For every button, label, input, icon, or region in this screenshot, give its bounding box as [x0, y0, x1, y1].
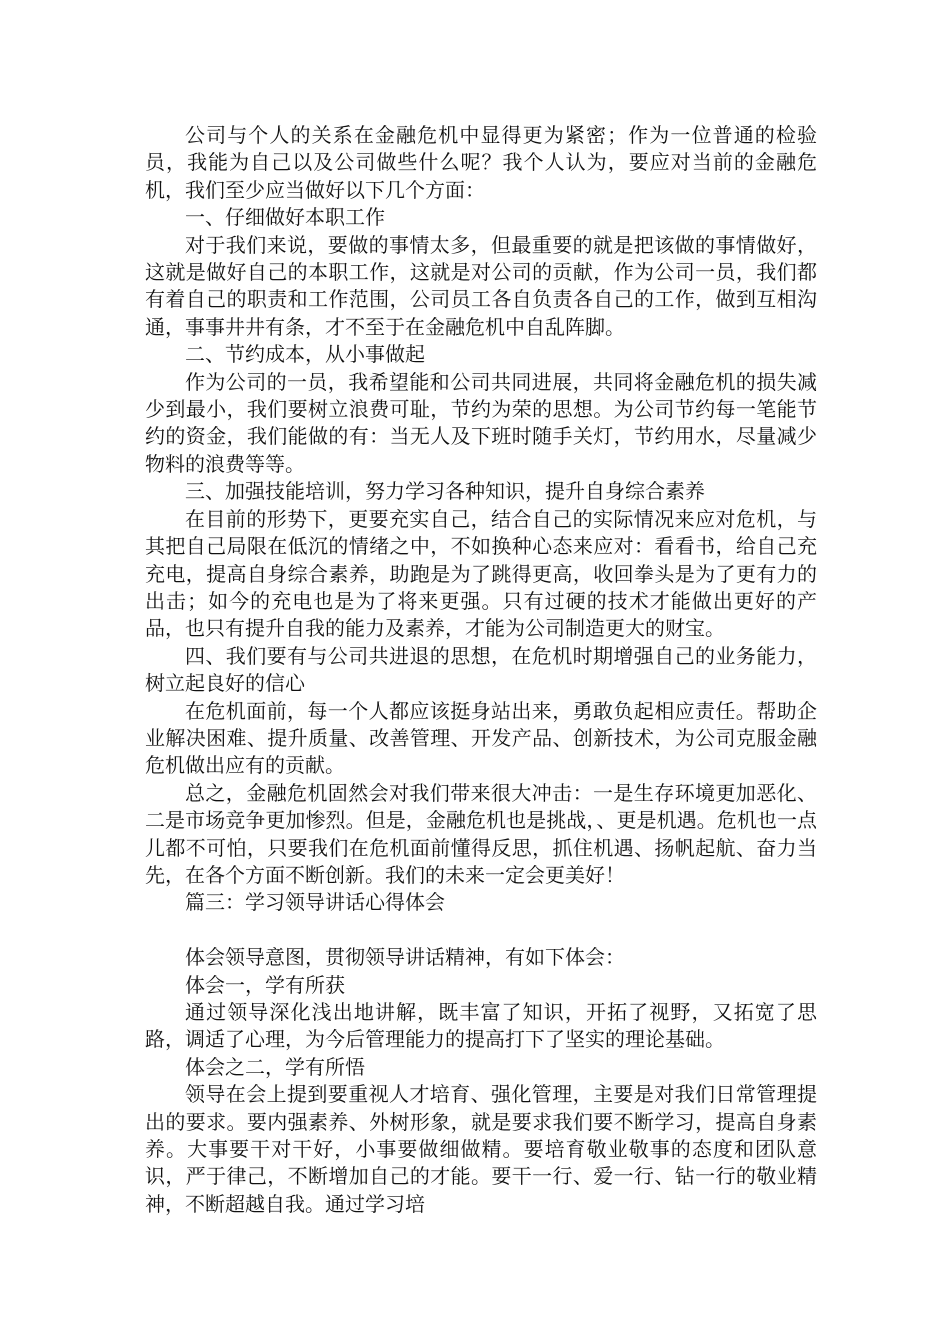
insight-2-paragraph: 领导在会上提到要重视人才培育、强化管理，主要是对我们日常管理提出的要求。要内强素养、外树形象，就是要求我们要不断学习，提高自身素养。大事要干对干好，小事要做细做精。要培育敬业敬事的态度和团队意识，严于律己，不断增加自己的才能。要干一行、爱一行、钻一行的敬业精神，不断超越自我。通过学习培: [145, 1082, 817, 1216]
intro-paragraph: 公司与个人的关系在金融危机中显得更为紧密；作为一位普通的检验员，我能为自己以及公司做些什么呢？我个人认为，要应对当前的金融危机，我们至少应当做好以下几个方面：: [145, 123, 817, 202]
blank-line: [145, 917, 817, 944]
section-2-paragraph: 作为公司的一员，我希望能和公司共同进展，共同将金融危机的损失减少到最小，我们要树立浪费可耻，节约为荣的思想。为公司节约每一笔能节约的资金，我们能做的有：当无人及下班时随手关灯，节约用水，尽量减少物料的浪费等等。: [145, 369, 817, 476]
section-heading-1: 一、仔细做好本职工作: [185, 205, 385, 230]
chapter-title: 篇三：学习领导讲话心得体会: [185, 890, 445, 915]
insight-heading-1: 体会一，学有所获: [185, 972, 345, 997]
insight-1-paragraph: 通过领导深化浅出地讲解，既丰富了知识，开拓了视野，又拓宽了思路，调适了心理，为今后管理能力的提高打下了坚实的理论基础。: [145, 999, 817, 1052]
section-4-paragraph: 在危机面前，每一个人都应该挺身站出来，勇敢负起相应责任。帮助企业解决困难、提升质量、改善管理、开发产品、创新技术，为公司克服金融危机做出应有的贡献。: [145, 698, 817, 778]
section-heading-2: 二、节约成本，从小事做起: [185, 342, 425, 367]
document-page: [145, 122, 817, 1218]
section-3-paragraph: 在目前的形势下，更要充实自己，结合自己的实际情况来应对危机，与其把自己局限在低沉的情绪之中，不如换种心态来应对：看看书，给自己充充电，提高自身综合素养，助跑是为了跳得更高，收回拳头是为了更有力的出击；如今的充电也是为了将来更强。只有过硬的技术才能做出更好的产品，也只有提升自我的能力及素养，才能为公司制造更大的财宝。: [145, 506, 817, 641]
section-heading-3: 三、加强技能培训，努力学习各种知识，提升自身综合素养: [185, 479, 705, 504]
conclusion-paragraph: 总之，金融危机固然会对我们带来很大冲击：一是生存环境更加恶化、二是市场竞争更加惨烈。但是，金融危机也是挑战，、更是机遇。危机也一点儿都不可怕，只要我们在危机面前懂得反思，抓住机遇、扬帆起航、奋力当先，在各个方面不断创新。我们的未来一定会更美好！: [145, 780, 817, 887]
section-heading-4: 四、我们要有与公司共进退的思想，在危机时期增强自己的业务能力，树立起良好的信心: [145, 643, 817, 696]
insight-heading-2: 体会之二，学有所悟: [185, 1054, 365, 1079]
chapter-intro-line: 体会领导意图，贯彻领导讲话精神，有如下体会：: [185, 945, 625, 970]
section-1-paragraph: 对于我们来说，要做的事情太多，但最重要的就是把该做的事情做好，这就是做好自己的本职工作，这就是对公司的贡献，作为公司一员，我们都有着自己的职责和工作范围，公司员工各自负责各自己的工作，做到互相沟通，事事井井有条，才不至于在金融危机中自乱阵脚。: [145, 232, 817, 339]
